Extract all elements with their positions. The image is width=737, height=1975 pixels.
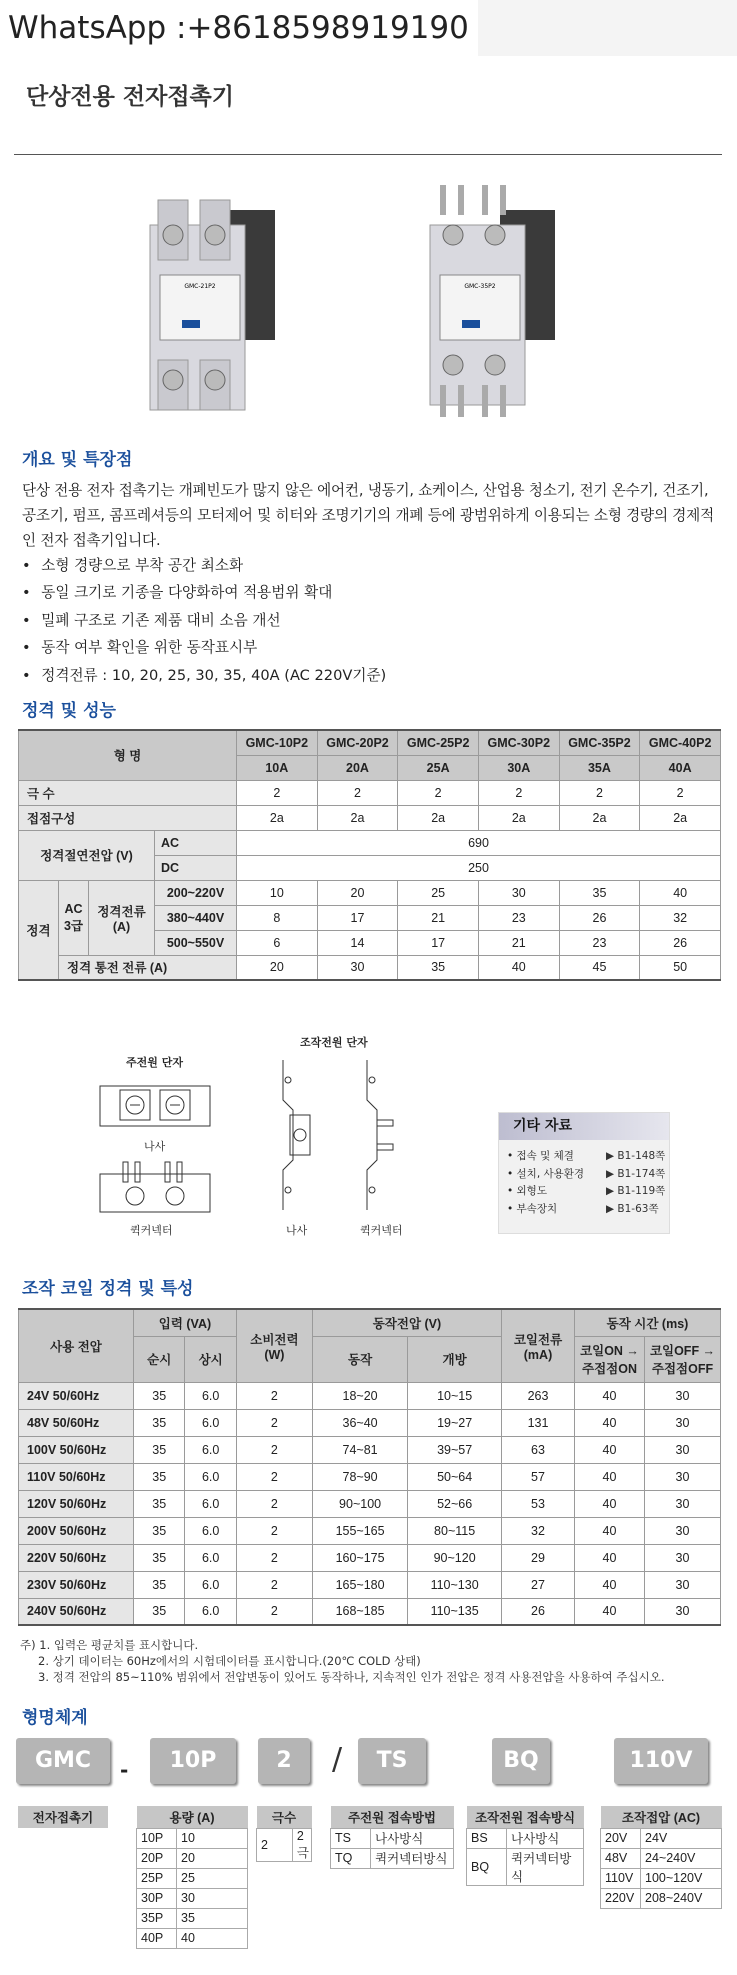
cell: 2 xyxy=(237,780,318,805)
col-drop: 개방 xyxy=(408,1336,502,1382)
ctrl-row-cell: BQ xyxy=(467,1848,507,1885)
cell: 2 xyxy=(559,780,640,805)
model-label: 형 명 xyxy=(19,730,237,780)
coil-cell: 35 xyxy=(134,1382,185,1409)
ctrl-screw-diagram xyxy=(278,1060,318,1210)
cell: 2a xyxy=(398,805,479,830)
poles-label: 극 수 xyxy=(19,780,237,805)
top-bar xyxy=(478,0,737,56)
dc-value: 250 xyxy=(237,855,721,880)
coil-row xyxy=(19,1598,721,1625)
coil-voltage-row-cell: 220V xyxy=(601,1888,641,1908)
cell: 2a xyxy=(640,805,721,830)
cell: 8 xyxy=(237,905,318,930)
cell: 17 xyxy=(317,905,398,930)
coil-cell: 155~165 xyxy=(312,1517,407,1544)
feature-item: • 소형 경량으로 부착 공간 최소화 xyxy=(22,552,722,579)
coil-cell: 2 xyxy=(236,1517,312,1544)
col-input: 입력 (VA) xyxy=(134,1309,237,1336)
coil-cell: 6.0 xyxy=(185,1463,236,1490)
capacity-row-cell: 10P xyxy=(137,1828,177,1848)
model-box-capacity: 10P xyxy=(150,1738,236,1784)
coil-cell: 90~120 xyxy=(408,1544,502,1571)
coil-cell: 6.0 xyxy=(185,1382,236,1409)
coil-cell: 35 xyxy=(134,1436,185,1463)
col-current: 코일전류 (mA) xyxy=(502,1309,575,1382)
coil-cell: 40 xyxy=(575,1544,645,1571)
pole-row-cell: 2극 xyxy=(292,1828,311,1861)
col-opv: 동작전압 (V) xyxy=(312,1309,501,1336)
capacity-row-cell: 40 xyxy=(177,1928,248,1948)
capacity-row-cell: 30 xyxy=(177,1888,248,1908)
coil-row xyxy=(19,1463,721,1490)
ctrl-row xyxy=(467,1828,584,1848)
rating-heading: 정격 및 성능 xyxy=(22,701,116,721)
coil-cell: 10~15 xyxy=(408,1382,502,1409)
coil-voltage-row-cell: 110V xyxy=(601,1868,641,1888)
cell: 35 xyxy=(398,955,479,980)
ctrl-row-cell: 나사방식 xyxy=(507,1828,584,1848)
coil-cell: 40 xyxy=(575,1517,645,1544)
coil-voltage-row-cell: 208~240V xyxy=(641,1888,722,1908)
coil-cell: 30 xyxy=(645,1544,721,1571)
coil-cell: 35 xyxy=(134,1490,185,1517)
coil-voltage-row xyxy=(601,1868,722,1888)
ctrl-row xyxy=(467,1848,584,1885)
coil-voltage-cell: 48V 50/60Hz xyxy=(19,1409,134,1436)
coil-cell: 53 xyxy=(502,1490,575,1517)
model-table-main xyxy=(330,1806,454,1869)
quick-caption: 퀵커넥터 xyxy=(130,1224,173,1237)
capacity-row-cell: 25 xyxy=(177,1868,248,1888)
coil-cell: 263 xyxy=(502,1382,575,1409)
model-table-capacity xyxy=(136,1806,248,1949)
col-hold: 상시 xyxy=(185,1336,236,1382)
coil-cell: 30 xyxy=(645,1463,721,1490)
coil-cell: 35 xyxy=(134,1571,185,1598)
misc-item[interactable]: • 부속장치 ▶ B1-63쪽 xyxy=(507,1201,669,1219)
model-cell: GMC-10P2 xyxy=(237,730,318,755)
col-pickup: 동작 xyxy=(312,1336,407,1382)
coil-cell: 2 xyxy=(236,1490,312,1517)
coil-voltage-cell: 24V 50/60Hz xyxy=(19,1382,134,1409)
page-title: 단상전용 전자접촉기 xyxy=(26,84,234,110)
coil-cell: 30 xyxy=(645,1382,721,1409)
cell: 30 xyxy=(317,955,398,980)
model-table-header: 조작전원 접속방식 xyxy=(467,1806,584,1828)
coil-cell: 165~180 xyxy=(312,1571,407,1598)
misc-title: 기타 자료 xyxy=(499,1113,669,1140)
main-row xyxy=(331,1828,454,1848)
coil-voltage-row-cell: 24~240V xyxy=(641,1848,722,1868)
coil-cell: 131 xyxy=(502,1409,575,1436)
capacity-row-cell: 40P xyxy=(137,1928,177,1948)
ac3-label: AC 3급 xyxy=(59,880,89,955)
coil-cell: 6.0 xyxy=(185,1517,236,1544)
ac-value: 690 xyxy=(237,830,721,855)
capacity-row xyxy=(137,1888,248,1908)
feature-item: • 밀폐 구조로 기존 제품 대비 소음 개선 xyxy=(22,607,722,634)
coil-cell: 35 xyxy=(134,1598,185,1625)
coil-cell: 2 xyxy=(236,1571,312,1598)
cell: 32 xyxy=(640,905,721,930)
coil-cell: 80~115 xyxy=(408,1517,502,1544)
cell: 26 xyxy=(640,930,721,955)
pole-row-cell: 2 xyxy=(257,1828,293,1861)
coil-row xyxy=(19,1409,721,1436)
ctrl-row-cell: 퀵커넥터방식 xyxy=(507,1848,584,1885)
coil-cell: 35 xyxy=(134,1463,185,1490)
col-off: 코일OFF → 주접점OFF xyxy=(645,1336,721,1382)
model-cell: GMC-40P2 xyxy=(640,730,721,755)
capacity-row xyxy=(137,1868,248,1888)
cell: 50 xyxy=(640,955,721,980)
coil-cell: 35 xyxy=(134,1544,185,1571)
coil-cell: 40 xyxy=(575,1382,645,1409)
coil-voltage-cell: 220V 50/60Hz xyxy=(19,1544,134,1571)
cell: 23 xyxy=(478,905,559,930)
capacity-row-cell: 10 xyxy=(177,1828,248,1848)
model-box-main: TS xyxy=(358,1738,426,1784)
cell: 25 xyxy=(398,880,479,905)
coil-voltage-cell: 200V 50/60Hz xyxy=(19,1517,134,1544)
coil-cell: 40 xyxy=(575,1490,645,1517)
insulation-label: 정격절연전압 (V) xyxy=(19,830,155,880)
feature-item: • 정격전류 : 10, 20, 25, 30, 35, 40A (AC 220V기준) xyxy=(22,662,722,689)
note-line: 3. 정격 전압의 85~110% 범위에서 전압변동이 있어도 동작하나, 지속적인 인가 전압은 정격 사용전압을 사용하여 주십시오. xyxy=(38,1670,665,1684)
model-dash: - xyxy=(120,1758,129,1782)
coil-cell: 2 xyxy=(236,1544,312,1571)
cell: 2a xyxy=(559,805,640,830)
coil-cell: 40 xyxy=(575,1409,645,1436)
cell: 2 xyxy=(398,780,479,805)
misc-item-label: 부속장치 xyxy=(516,1202,558,1215)
cell: 26 xyxy=(559,905,640,930)
contact-label: 접점구성 xyxy=(19,805,237,830)
coil-cell: 63 xyxy=(502,1436,575,1463)
coil-table xyxy=(18,1308,721,1626)
coil-cell: 30 xyxy=(645,1517,721,1544)
misc-reference-box xyxy=(498,1112,670,1234)
model-table-header: 용량 (A) xyxy=(137,1806,248,1828)
model-table-poles xyxy=(256,1806,312,1862)
col-power: 소비전력 (W) xyxy=(236,1309,312,1382)
coil-cell: 2 xyxy=(236,1382,312,1409)
misc-item-label: 외형도 xyxy=(516,1185,547,1197)
cell: 20 xyxy=(237,955,318,980)
capacity-row xyxy=(137,1908,248,1928)
coil-cell: 30 xyxy=(645,1571,721,1598)
amp-cell: 30A xyxy=(478,755,559,780)
product-image-gmc-35p2 xyxy=(410,180,570,420)
cell: 2a xyxy=(478,805,559,830)
feature-list xyxy=(22,552,722,689)
ctrl-screw-caption: 나사 xyxy=(286,1224,308,1237)
coil-cell: 6.0 xyxy=(185,1571,236,1598)
coil-cell: 40 xyxy=(575,1598,645,1625)
product-label-2: GMC-35P2 xyxy=(464,283,496,290)
cell: 2 xyxy=(640,780,721,805)
coil-cell: 6.0 xyxy=(185,1409,236,1436)
misc-item-label: 설치, 사용환경 xyxy=(516,1167,585,1180)
cell: 45 xyxy=(559,955,640,980)
cell: 21 xyxy=(398,905,479,930)
coil-cell: 2 xyxy=(236,1409,312,1436)
capacity-row xyxy=(137,1848,248,1868)
coil-cell: 40 xyxy=(575,1436,645,1463)
coil-cell: 27 xyxy=(502,1571,575,1598)
main-terminal-caption: 주전원 단자 xyxy=(126,1056,183,1069)
model-heading: 형명체계 xyxy=(22,1708,88,1728)
coil-voltage-row-cell: 24V xyxy=(641,1828,722,1848)
coil-voltage-cell: 240V 50/60Hz xyxy=(19,1598,134,1625)
coil-cell: 6.0 xyxy=(185,1436,236,1463)
coil-cell: 30 xyxy=(645,1598,721,1625)
misc-item-page: ▶ B1-119쪽 xyxy=(606,1185,666,1197)
feature-item: • 동일 크기로 기종을 다양화하여 적용범위 확대 xyxy=(22,579,722,606)
cell: 17 xyxy=(398,930,479,955)
model-table-header: 전자접촉기 xyxy=(18,1806,108,1828)
col-inrush: 순시 xyxy=(134,1336,185,1382)
ac-label: AC xyxy=(155,830,237,855)
coil-cell: 74~81 xyxy=(312,1436,407,1463)
overview-text: 단상 전용 전자 접촉기는 개폐빈도가 많지 않은 에어컨, 냉동기, 쇼케이스, 산업용 청소기, 전기 온수기, 건조기, 공조기, 펌프, 콤프레셔등의 모터제어 및 히터와 조명기기의 개폐 등에 광범위하게 이용되는 소형 경량의 경제적인 전자 접촉기입니다. xyxy=(22,482,714,549)
voltage-label: 200~220V xyxy=(155,880,237,905)
cell: 40 xyxy=(640,880,721,905)
coil-cell: 6.0 xyxy=(185,1544,236,1571)
product-image-gmc-21p2 xyxy=(130,180,290,420)
title-divider xyxy=(14,154,722,155)
coil-voltage-cell: 100V 50/60Hz xyxy=(19,1436,134,1463)
coil-cell: 26 xyxy=(502,1598,575,1625)
capacity-row-cell: 25P xyxy=(137,1868,177,1888)
rating-table xyxy=(18,729,721,981)
capacity-row-cell: 35 xyxy=(177,1908,248,1928)
note-line: 2. 상기 데이터는 60Hz에서의 시험데이터를 표시합니다.(20℃ COLD 상태) xyxy=(38,1654,421,1668)
capacity-row xyxy=(137,1828,248,1848)
coil-cell: 6.0 xyxy=(185,1598,236,1625)
coil-cell: 168~185 xyxy=(312,1598,407,1625)
coil-voltage-row-cell: 48V xyxy=(601,1848,641,1868)
coil-cell: 50~64 xyxy=(408,1463,502,1490)
feature-item: • 동작 여부 확인을 위한 동작표시부 xyxy=(22,634,722,661)
main-row-cell: TQ xyxy=(331,1848,371,1868)
coil-cell: 29 xyxy=(502,1544,575,1571)
coil-voltage-row xyxy=(601,1888,722,1908)
main-row-cell: 퀵커넥터방식 xyxy=(371,1848,454,1868)
coil-cell: 32 xyxy=(502,1517,575,1544)
coil-cell: 110~135 xyxy=(408,1598,502,1625)
model-cell: GMC-30P2 xyxy=(478,730,559,755)
cell: 20 xyxy=(317,880,398,905)
note-line: 주) 1. 입력은 평균치를 표시합니다. xyxy=(20,1638,199,1652)
current-label: 정격전류 (A) xyxy=(89,880,155,955)
col-time: 동작 시간 (ms) xyxy=(575,1309,721,1336)
model-cell: GMC-20P2 xyxy=(317,730,398,755)
coil-cell: 78~90 xyxy=(312,1463,407,1490)
misc-item[interactable]: • 접속 및 체결 ▶ B1-148쪽 xyxy=(507,1148,669,1166)
misc-item-label: 접속 및 체결 xyxy=(516,1150,574,1162)
cell: 2a xyxy=(237,805,318,830)
amp-cell: 10A xyxy=(237,755,318,780)
ctrl-row-cell: BS xyxy=(467,1828,507,1848)
pole-row xyxy=(257,1828,312,1861)
capacity-row-cell: 20 xyxy=(177,1848,248,1868)
coil-voltage-row-cell: 100~120V xyxy=(641,1868,722,1888)
coil-cell: 2 xyxy=(236,1598,312,1625)
amp-cell: 25A xyxy=(398,755,479,780)
coil-cell: 39~57 xyxy=(408,1436,502,1463)
capacity-row xyxy=(137,1928,248,1948)
product-label-1: GMC-21P2 xyxy=(184,283,216,290)
cell: 21 xyxy=(478,930,559,955)
cell: 2 xyxy=(478,780,559,805)
model-table-ctrl xyxy=(466,1806,584,1886)
model-table-coil xyxy=(600,1806,722,1909)
misc-item-page: ▶ B1-148쪽 xyxy=(606,1150,666,1162)
model-box-coil: 110V xyxy=(614,1738,708,1784)
cell: 10 xyxy=(237,880,318,905)
coil-row xyxy=(19,1382,721,1409)
coil-cell: 160~175 xyxy=(312,1544,407,1571)
cell: 2 xyxy=(317,780,398,805)
coil-cell: 36~40 xyxy=(312,1409,407,1436)
model-table-header: 조작접압 (AC) xyxy=(601,1806,722,1828)
model-box-gmc: GMC xyxy=(16,1738,110,1784)
coil-voltage-row-cell: 20V xyxy=(601,1828,641,1848)
dc-label: DC xyxy=(155,855,237,880)
main-quick-diagram xyxy=(95,1160,215,1220)
cell: 30 xyxy=(478,880,559,905)
coil-cell: 6.0 xyxy=(185,1490,236,1517)
coil-cell: 19~27 xyxy=(408,1409,502,1436)
model-cell: GMC-25P2 xyxy=(398,730,479,755)
coil-cell: 52~66 xyxy=(408,1490,502,1517)
amp-cell: 35A xyxy=(559,755,640,780)
model-table-header: 주전원 접속방법 xyxy=(331,1806,454,1828)
coil-cell: 30 xyxy=(645,1490,721,1517)
misc-item-page: ▶ B1-174쪽 xyxy=(606,1167,666,1180)
main-screw-diagram xyxy=(95,1076,215,1136)
coil-cell: 90~100 xyxy=(312,1490,407,1517)
amp-cell: 40A xyxy=(640,755,721,780)
coil-notes xyxy=(20,1637,665,1685)
capacity-row-cell: 20P xyxy=(137,1848,177,1868)
cell: 40 xyxy=(478,955,559,980)
main-row-cell: 나사방식 xyxy=(371,1828,454,1848)
cell: 14 xyxy=(317,930,398,955)
col-on: 코일ON → 주접점ON xyxy=(575,1336,645,1382)
coil-row xyxy=(19,1544,721,1571)
model-box-ctrl: BQ xyxy=(492,1738,550,1784)
overview-heading: 개요 및 특장점 xyxy=(22,450,133,470)
coil-cell: 30 xyxy=(645,1409,721,1436)
control-terminal-caption: 조작전원 단자 xyxy=(300,1036,368,1049)
coil-cell: 110~130 xyxy=(408,1571,502,1598)
capacity-row-cell: 30P xyxy=(137,1888,177,1908)
cell: 6 xyxy=(237,930,318,955)
coil-cell: 57 xyxy=(502,1463,575,1490)
screw-caption: 나사 xyxy=(144,1140,166,1153)
coil-cell: 40 xyxy=(575,1571,645,1598)
coil-voltage-cell: 230V 50/60Hz xyxy=(19,1571,134,1598)
model-box-poles: 2 xyxy=(258,1738,310,1784)
coil-cell: 2 xyxy=(236,1436,312,1463)
ctrl-quick-caption: 퀵커넥터 xyxy=(360,1224,403,1237)
coil-row xyxy=(19,1571,721,1598)
main-row-cell: TS xyxy=(331,1828,371,1848)
coil-row xyxy=(19,1490,721,1517)
coil-cell: 18~20 xyxy=(312,1382,407,1409)
main-row xyxy=(331,1848,454,1868)
coil-voltage-cell: 120V 50/60Hz xyxy=(19,1490,134,1517)
model-table-header: 극수 xyxy=(257,1806,312,1828)
coil-row xyxy=(19,1436,721,1463)
coil-voltage-row xyxy=(601,1828,722,1848)
cell: 35 xyxy=(559,880,640,905)
col-voltage: 사용 전압 xyxy=(19,1309,134,1382)
coil-cell: 30 xyxy=(645,1436,721,1463)
cell: 23 xyxy=(559,930,640,955)
coil-voltage-row xyxy=(601,1848,722,1868)
coil-cell: 40 xyxy=(575,1463,645,1490)
capacity-row-cell: 35P xyxy=(137,1908,177,1928)
coil-heading: 조작 코일 정격 및 특성 xyxy=(22,1279,194,1299)
voltage-label: 500~550V xyxy=(155,930,237,955)
coil-cell: 2 xyxy=(236,1463,312,1490)
misc-item-page: ▶ B1-63쪽 xyxy=(606,1202,659,1215)
coil-row xyxy=(19,1517,721,1544)
model-table-gmc xyxy=(18,1806,108,1828)
thermal-label: 정격 통전 전류 (A) xyxy=(59,955,237,980)
coil-cell: 35 xyxy=(134,1409,185,1436)
ctrl-quick-diagram xyxy=(362,1060,402,1210)
whatsapp-watermark: WhatsApp :+8618598919190 xyxy=(0,0,478,56)
model-cell: GMC-35P2 xyxy=(559,730,640,755)
misc-item[interactable]: • 설치, 사용환경 ▶ B1-174쪽 xyxy=(507,1166,669,1184)
misc-item[interactable]: • 외형도 ▶ B1-119쪽 xyxy=(507,1183,669,1201)
cell: 2a xyxy=(317,805,398,830)
voltage-label: 380~440V xyxy=(155,905,237,930)
coil-voltage-cell: 110V 50/60Hz xyxy=(19,1463,134,1490)
amp-cell: 20A xyxy=(317,755,398,780)
coil-cell: 35 xyxy=(134,1517,185,1544)
model-slash: / xyxy=(332,1742,343,1777)
rated-label: 정격 xyxy=(19,880,59,980)
